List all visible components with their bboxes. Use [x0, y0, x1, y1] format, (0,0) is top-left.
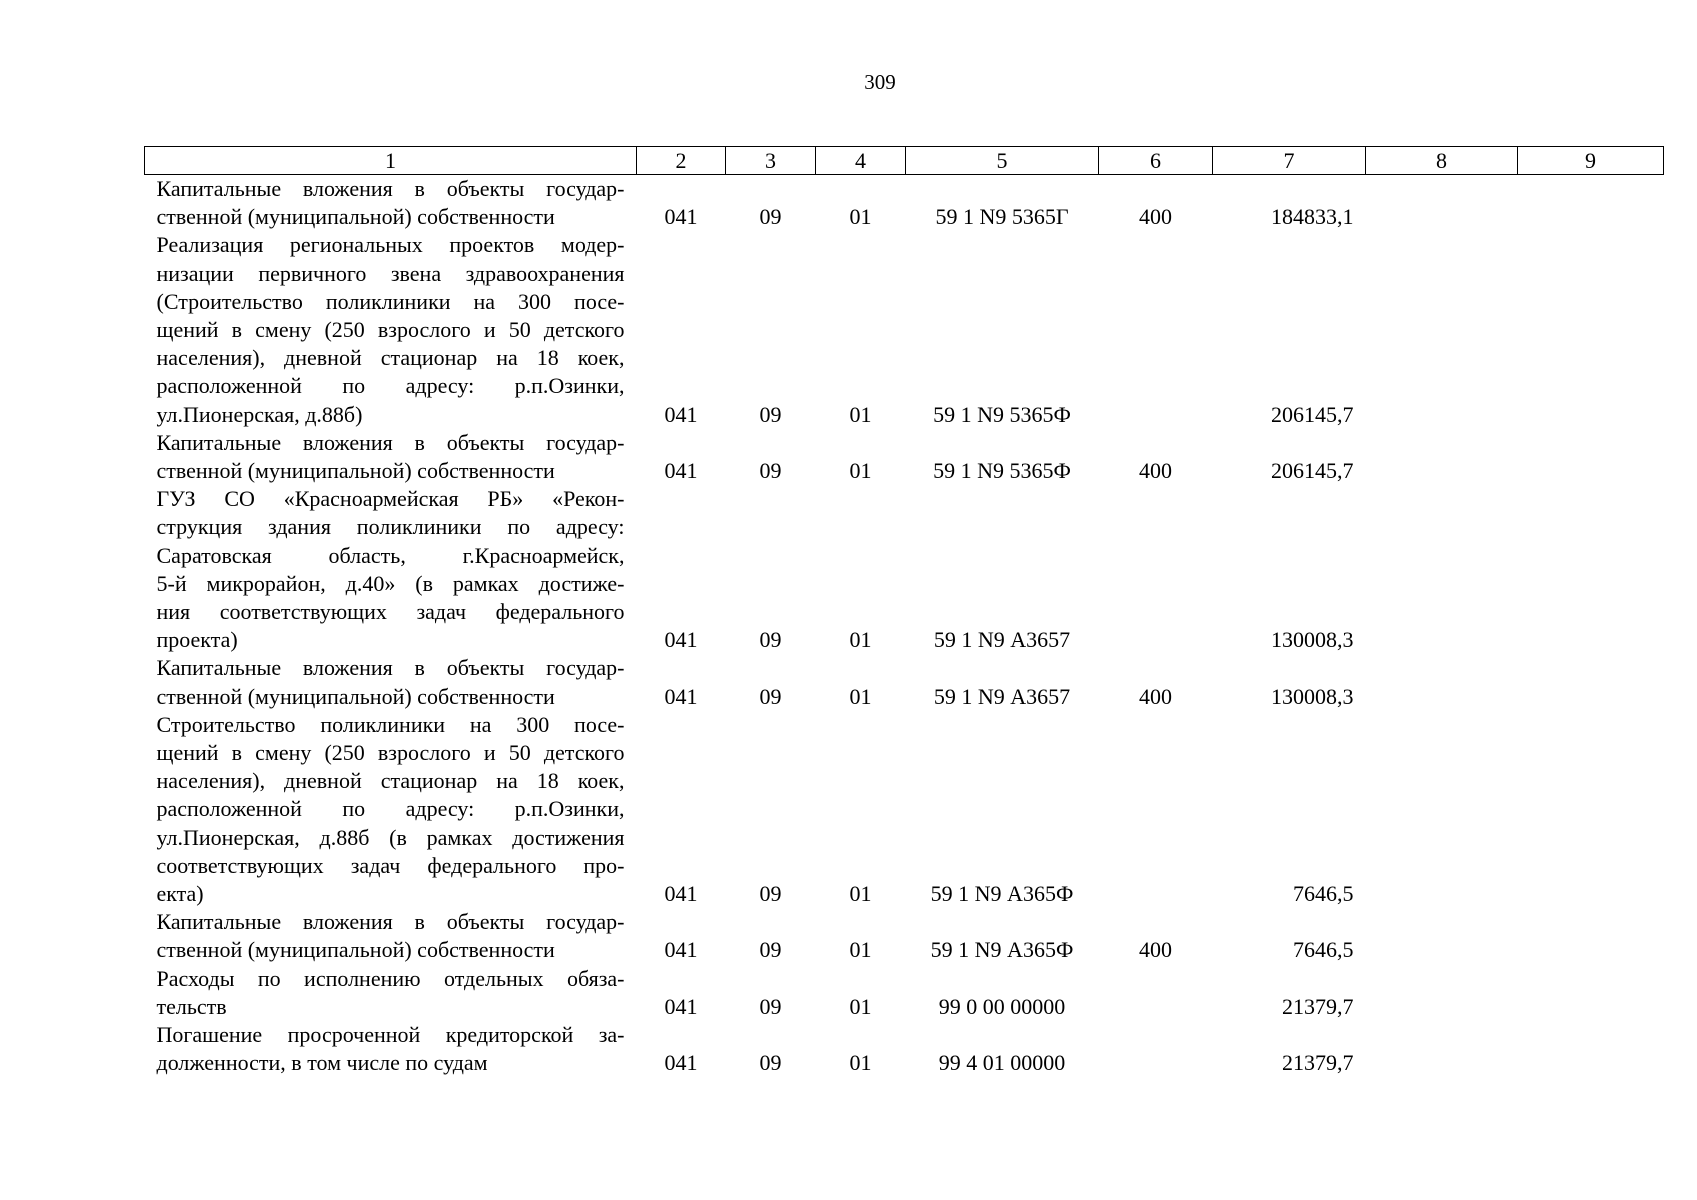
- description-line: расположенной по адресу: р.п.Озинки,: [156, 373, 625, 399]
- row-col-8: [1366, 1021, 1518, 1077]
- row-section-code: 09: [759, 458, 782, 484]
- row-ministry-code: 041: [664, 204, 698, 230]
- row-amount: 21379,7: [1282, 993, 1354, 1019]
- row-section-code: 09: [759, 993, 782, 1019]
- row-target-article: 59 1 N9 А3657: [933, 683, 1071, 709]
- row-target-article: 99 4 01 00000: [938, 1050, 1066, 1076]
- row-section-code: 09: [759, 881, 782, 907]
- row-amount: 21379,7: [1282, 1050, 1354, 1076]
- row-col-8: [1366, 908, 1518, 964]
- row-expense-type: 400: [1139, 458, 1172, 484]
- row-section-code: 09: [759, 683, 782, 709]
- row-section-code: 09: [759, 401, 782, 427]
- row-ministry-code: 041: [664, 881, 698, 907]
- row-subsection-code: 01: [849, 937, 872, 963]
- row-target-article: 59 1 N9 5365Ф: [933, 458, 1071, 484]
- row-subsection-code: 01: [849, 881, 872, 907]
- row-description: [145, 965, 637, 1021]
- row-col-9: [1518, 965, 1664, 1021]
- row-col-8: [1366, 485, 1518, 654]
- row-description: [145, 908, 637, 964]
- description-line: Капитальные вложения в объекты государ-: [156, 429, 625, 455]
- description-line: ГУЗ СО «Красноармейская РБ» «Рекон-: [156, 486, 625, 512]
- description-line: ственной (муниципальной) собственности: [156, 204, 555, 230]
- header-col-9: 9: [1518, 147, 1664, 175]
- header-col-4: 4: [816, 147, 906, 175]
- row-amount: 184833,1: [1271, 204, 1354, 230]
- row-col-9: [1518, 711, 1664, 908]
- description-line: проекта): [156, 627, 238, 653]
- row-ministry-code: 041: [664, 627, 698, 653]
- description-line: тельств: [156, 993, 227, 1019]
- row-col-9: [1518, 908, 1664, 964]
- row-description: [145, 429, 637, 485]
- description-line: Капитальные вложения в объекты государ-: [156, 655, 625, 681]
- budget-table: [144, 146, 1664, 1078]
- description-line: Строительство поликлиники на 300 посе-: [156, 711, 625, 737]
- row-subsection-code: 01: [849, 458, 872, 484]
- row-amount: 130008,3: [1271, 683, 1354, 709]
- row-description: [145, 1021, 637, 1077]
- description-line: низации первичного звена здравоохранения: [156, 260, 625, 286]
- header-col-1: 1: [145, 147, 637, 175]
- row-target-article: 99 0 00 00000: [938, 993, 1066, 1019]
- header-col-7: 7: [1213, 147, 1366, 175]
- description-line: соответствующих задач федерального про-: [156, 852, 625, 878]
- header-col-3: 3: [726, 147, 816, 175]
- description-line: Капитальные вложения в объекты государ-: [156, 909, 625, 935]
- row-description: [145, 485, 637, 654]
- row-expense-type: [1099, 965, 1213, 1021]
- row-ministry-code: 041: [664, 683, 698, 709]
- header-col-8: 8: [1366, 147, 1518, 175]
- header-row: [145, 147, 1664, 175]
- row-description: [145, 175, 637, 232]
- description-line: екта): [156, 881, 204, 907]
- header-col-2: 2: [637, 147, 726, 175]
- row-expense-type: 400: [1139, 683, 1172, 709]
- description-line: струкция здания поликлиники по адресу:: [156, 514, 625, 540]
- row-target-article: 59 1 N9 А365Ф: [930, 937, 1074, 963]
- row-subsection-code: 01: [849, 683, 872, 709]
- row-col-9: [1518, 485, 1664, 654]
- description-line: населения), дневной стационар на 18 коек,: [156, 768, 625, 794]
- page-number: 309: [864, 70, 896, 94]
- row-subsection-code: 01: [849, 993, 872, 1019]
- description-line: Саратовская область, г.Красноармейск,: [156, 542, 625, 568]
- row-section-code: 09: [759, 937, 782, 963]
- row-section-code: 09: [759, 1050, 782, 1076]
- table-row: [145, 654, 1664, 710]
- row-description: [145, 231, 637, 428]
- row-subsection-code: 01: [849, 1050, 872, 1076]
- row-section-code: 09: [759, 627, 782, 653]
- row-target-article: 59 1 N9 5365Г: [935, 204, 1069, 230]
- row-description: [145, 711, 637, 908]
- row-col-8: [1366, 175, 1518, 232]
- row-col-9: [1518, 429, 1664, 485]
- table-row: [145, 711, 1664, 908]
- description-line: долженности, в том числе по судам: [156, 1050, 488, 1076]
- table-row: [145, 965, 1664, 1021]
- description-line: Капитальные вложения в объекты государ-: [156, 176, 625, 201]
- description-line: (Строительство поликлиники на 300 посе-: [156, 288, 625, 314]
- row-ministry-code: 041: [664, 458, 698, 484]
- header-col-6: 6: [1099, 147, 1213, 175]
- row-amount: 7646,5: [1293, 881, 1354, 907]
- row-expense-type: 400: [1139, 204, 1172, 230]
- table-body: [145, 175, 1664, 1078]
- row-col-9: [1518, 654, 1664, 710]
- row-col-9: [1518, 1021, 1664, 1077]
- row-expense-type: [1099, 231, 1213, 428]
- row-ministry-code: 041: [664, 993, 698, 1019]
- description-line: щений в смену (250 взрослого и 50 детского: [156, 317, 625, 343]
- row-subsection-code: 01: [849, 401, 872, 427]
- row-col-8: [1366, 965, 1518, 1021]
- row-col-9: [1518, 231, 1664, 428]
- row-ministry-code: 041: [664, 937, 698, 963]
- table-row: [145, 485, 1664, 654]
- row-description: [145, 654, 637, 710]
- description-line: ственной (муниципальной) собственности: [156, 937, 555, 963]
- row-section-code: 09: [759, 204, 782, 230]
- row-expense-type: [1099, 1021, 1213, 1077]
- row-ministry-code: 041: [664, 1050, 698, 1076]
- row-expense-type: [1099, 711, 1213, 908]
- row-target-article: 59 1 N9 А365Ф: [930, 881, 1074, 907]
- row-col-8: [1366, 654, 1518, 710]
- row-target-article: 59 1 N9 5365Ф: [933, 401, 1071, 427]
- header-col-5: 5: [906, 147, 1099, 175]
- row-col-9: [1518, 175, 1664, 232]
- description-line: Погашение просроченной кредиторской за-: [156, 1022, 625, 1048]
- row-col-8: [1366, 711, 1518, 908]
- description-line: ственной (муниципальной) собственности: [156, 458, 555, 484]
- row-amount: 7646,5: [1293, 937, 1354, 963]
- row-subsection-code: 01: [849, 204, 872, 230]
- row-col-8: [1366, 231, 1518, 428]
- row-target-article: 59 1 N9 А3657: [933, 627, 1071, 653]
- table-row: [145, 175, 1664, 232]
- description-line: ственной (муниципальной) собственности: [156, 683, 555, 709]
- table-row: [145, 1021, 1664, 1077]
- row-ministry-code: 041: [664, 401, 698, 427]
- row-amount: 206145,7: [1271, 401, 1354, 427]
- row-expense-type: 400: [1139, 937, 1172, 963]
- row-amount: 130008,3: [1271, 627, 1354, 653]
- description-line: щений в смену (250 взрослого и 50 детского: [156, 740, 625, 766]
- table-row: [145, 231, 1664, 428]
- row-col-8: [1366, 429, 1518, 485]
- row-expense-type: [1099, 485, 1213, 654]
- table-header: [145, 147, 1664, 175]
- description-line: Реализация региональных проектов модер-: [156, 232, 625, 258]
- description-line: расположенной по адресу: р.п.Озинки,: [156, 796, 625, 822]
- row-amount: 206145,7: [1271, 458, 1354, 484]
- description-line: Расходы по исполнению отдельных обяза-: [156, 965, 625, 991]
- table-row: [145, 908, 1664, 964]
- description-line: ул.Пионерская, д.88б (в рамках достижения: [156, 824, 625, 850]
- description-line: ул.Пионерская, д.88б): [156, 401, 363, 427]
- description-line: 5-й микрорайон, д.40» (в рамках достиже-: [156, 570, 625, 596]
- row-subsection-code: 01: [849, 627, 872, 653]
- description-line: населения), дневной стационар на 18 коек,: [156, 345, 625, 371]
- description-line: ния соответствующих задач федерального: [156, 599, 625, 625]
- table-row: [145, 429, 1664, 485]
